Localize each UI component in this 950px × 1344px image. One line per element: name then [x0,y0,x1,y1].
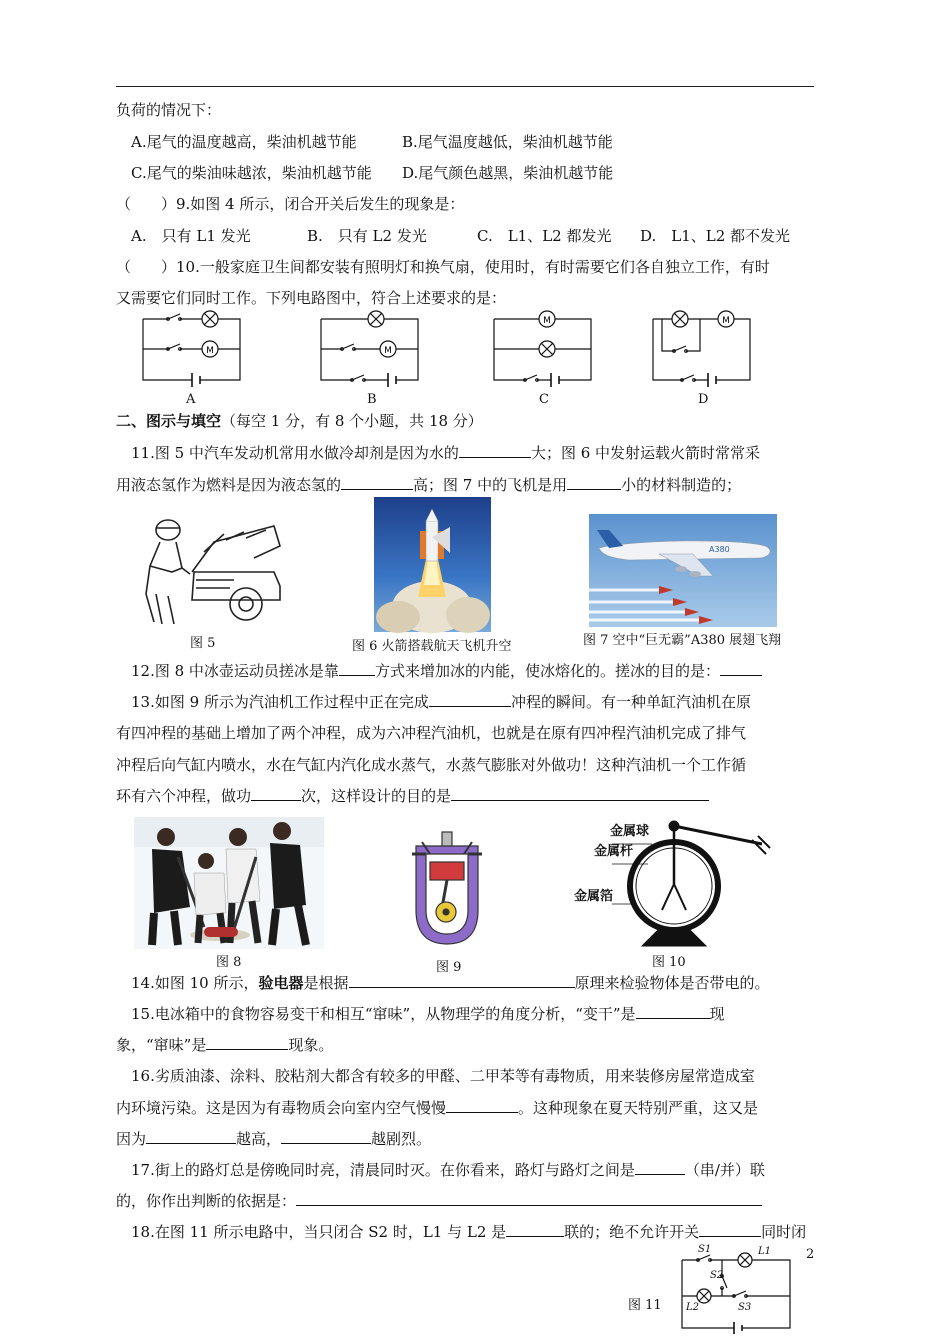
fig10-label-foil: 金属箔 [574,889,614,904]
circuit-d-label: D [698,392,709,407]
q13-text-4a: 环有六个冲程，做功 [116,787,252,805]
q15-blank-1[interactable] [636,1004,710,1019]
q11-text-2b: 高；图 7 中的飞机是用 [413,476,568,494]
q14-line [131,973,770,993]
q13-line3: 冲程后向气缸内喷水，水在气缸内汽化成水蒸气，水蒸气膨胀对外做功！这种汽油机一个工作循 [116,756,747,774]
circuit-a-label: A [186,392,196,407]
fig11-label-l2: L2 [686,1302,700,1313]
q10-line2: 又需要它们同时工作。下列电路图中，符合上述要求的是： [116,289,507,307]
q13-line2: 有四冲程的基础上增加了两个冲程，成为六冲程汽油机，也就是在原有四冲程汽油机完成了排气 [116,724,747,742]
q11-line2 [116,475,741,495]
q18-text-b: 联的；绝不允许开关 [564,1223,700,1241]
q18-text-a: 18.在图 11 所示电路中，当只闭合 S2 时，L1 与 L2 是 [131,1223,507,1241]
q12-text-a: 12.图 8 中冰壶运动员搓冰是靠 [131,662,339,680]
q16-text-2a: 内环境污染。这是因为有毒物质会向室内空气慢慢 [116,1099,447,1117]
q16-blank-1[interactable] [446,1098,518,1113]
q13-text-1a: 13.如图 9 所示为汽油机工作过程中正在完成 [131,693,429,711]
q12-text-b: 方式来增加冰的内能，使冰熔化的。搓冰的目的是： [374,662,720,680]
circuit-b-diagram [318,311,422,385]
q18-blank-1[interactable] [506,1222,564,1237]
fig6-caption: 图 6 火箭搭载航天飞机升空 [352,639,512,654]
q11-text-1b: 大；图 6 中发射运载火箭时常常采 [530,444,761,462]
q14-text-bold: 验电器 [258,974,304,992]
circuit-a-diagram [140,313,244,385]
q16-text-3a: 因为 [116,1130,147,1148]
q9-stem: （ ）9.如图 4 所示，闭合开关后发生的现象是： [116,195,465,213]
section2-heading [116,411,483,431]
fig11-circuit-diagram [672,1238,802,1338]
fig11-label-s1: S1 [698,1244,712,1255]
q15-text-2a: 象，“窜味”是 [116,1036,207,1054]
q8-option-c: C.尾气的柴油味越浓，柴油机越节能 [131,164,372,182]
fig9-caption: 图 9 [436,960,462,975]
q11-text-1a: 11.图 5 中汽车发动机常用水做冷却剂是因为水的 [131,444,459,462]
fig9-engine-cylinder-image [406,832,488,946]
q11-text-2c: 小的材料制造的； [621,476,742,494]
q10-line1: （ ）10.一般家庭卫生间都安装有照明灯和换气扇，使用时，有时需要它们各自独立工作，有时 [116,258,770,276]
fig8-curling-image [134,817,324,949]
q8-option-b: B.尾气温度越低，柴油机越节能 [402,133,613,151]
q13-blank-2[interactable] [251,786,301,801]
q11-blank-3[interactable] [567,475,621,490]
q17-line2 [116,1191,762,1211]
fig10-label-ball: 金属球 [610,824,650,839]
header-rule [116,86,814,87]
q16-blank-2[interactable] [146,1129,236,1144]
fig5-mechanic-car-image [134,512,284,630]
fig10-caption: 图 10 [652,955,686,970]
fig11-caption: 图 11 [628,1298,662,1313]
fig10-label-rod: 金属杆 [594,844,634,859]
q13-blank-3[interactable] [451,786,709,801]
section2-title: 二、图示与填空 [116,412,222,430]
q13-blank-1[interactable] [429,692,511,707]
circuit-b-label: B [367,392,377,407]
fig10-electroscope-image [612,814,772,950]
q16-line3 [116,1129,431,1149]
q17-blank-2[interactable] [296,1191,762,1206]
fig11-label-s3: S3 [738,1302,752,1313]
q14-text-c: 原理来检验物体是否带电的。 [574,974,770,992]
fig7-plane-marking: A380 [709,545,730,554]
fig11-label-s2: S2 [710,1270,724,1281]
q9-option-a: A. 只有 L1 发光 [131,227,251,245]
q11-blank-2[interactable] [341,475,413,490]
q16-text-3c: 越剧烈。 [371,1130,432,1148]
circuit-c-diagram [491,311,595,385]
q9-option-c: C. L1、L2 都发光 [477,227,612,245]
q15-line2 [116,1035,333,1055]
fig8-caption: 图 8 [216,955,242,970]
svg-text:M: M [206,346,214,356]
fig6-rocket-launch-image [374,497,491,632]
q15-line1 [131,1004,725,1024]
q16-blank-3[interactable] [281,1129,371,1144]
fig11-label-l1: L1 [758,1246,772,1257]
q9-option-b: B. 只有 L2 发光 [307,227,427,245]
page-number: 2 [806,1247,815,1262]
q17-text-1a: 17.街上的路灯总是傍晚同时亮，清晨同时灭。在你看来，路灯与路灯之间是 [131,1161,635,1179]
q18-text-c: 同时闭 [761,1223,807,1241]
fig5-caption: 图 5 [190,636,216,651]
q9-option-d: D. L1、L2 都不发光 [640,227,791,245]
q15-text-1a: 15.电冰箱中的食物容易变干和相互“窜味”，从物理学的角度分析，“变干”是 [131,1005,636,1023]
q16-line1: 16.劣质油漆、涂料、胶粘剂大都含有较多的甲醛、二甲苯等有毒物质，用来装修房屋常造成室 [131,1067,755,1085]
q8-option-a: A.尾气的温度越高，柴油机越节能 [131,133,357,151]
q17-line1 [131,1160,765,1180]
q15-text-2b: 现象。 [288,1036,334,1054]
q17-text-2: 的，你作出判断的依据是： [116,1192,297,1210]
q8-continuation: 负荷的情况下： [116,101,222,119]
svg-text:M: M [543,316,551,326]
q17-blank-1[interactable] [635,1160,685,1175]
q11-blank-1[interactable] [459,443,531,458]
fig7-caption: 图 7 空中“巨无霸”A380 展翅飞翔 [583,633,782,648]
q12-blank-2[interactable] [720,661,762,676]
q12-line [131,661,762,681]
q11-text-2a: 用液态氢作为燃料是因为液态氢的 [116,476,342,494]
q13-line1 [131,692,751,712]
fig7-a380-plane-image [589,514,777,627]
q15-text-1b: 现 [709,1005,725,1023]
circuit-c-label: C [539,392,549,407]
q16-line2 [116,1098,758,1118]
q14-blank[interactable] [349,973,575,988]
q18-blank-2[interactable] [699,1222,761,1237]
q11-line1 [131,443,760,463]
q17-text-1b: （串/并）联 [684,1161,765,1179]
circuit-d-diagram [650,311,754,385]
q15-blank-2[interactable] [206,1035,288,1050]
q12-blank-1[interactable] [339,661,375,676]
q16-text-2b: 。这种现象在夏天特别严重，这又是 [518,1099,759,1117]
q8-option-d: D.尾气颜色越黑，柴油机越节能 [402,164,614,182]
q13-text-1b: 冲程的瞬间。有一种单缸汽油机在原 [510,693,751,711]
q14-text-a: 14.如图 10 所示， [131,974,259,992]
q14-text-b: 是根据 [303,974,349,992]
section2-note: （每空 1 分，有 8 个小题，共 18 分） [221,412,483,430]
q13-text-4b: 次，这样设计的目的是 [301,787,452,805]
svg-text:M: M [384,346,392,356]
q16-text-3b: 越高， [236,1130,282,1148]
svg-text:M: M [722,316,730,326]
q13-line4 [116,786,709,806]
